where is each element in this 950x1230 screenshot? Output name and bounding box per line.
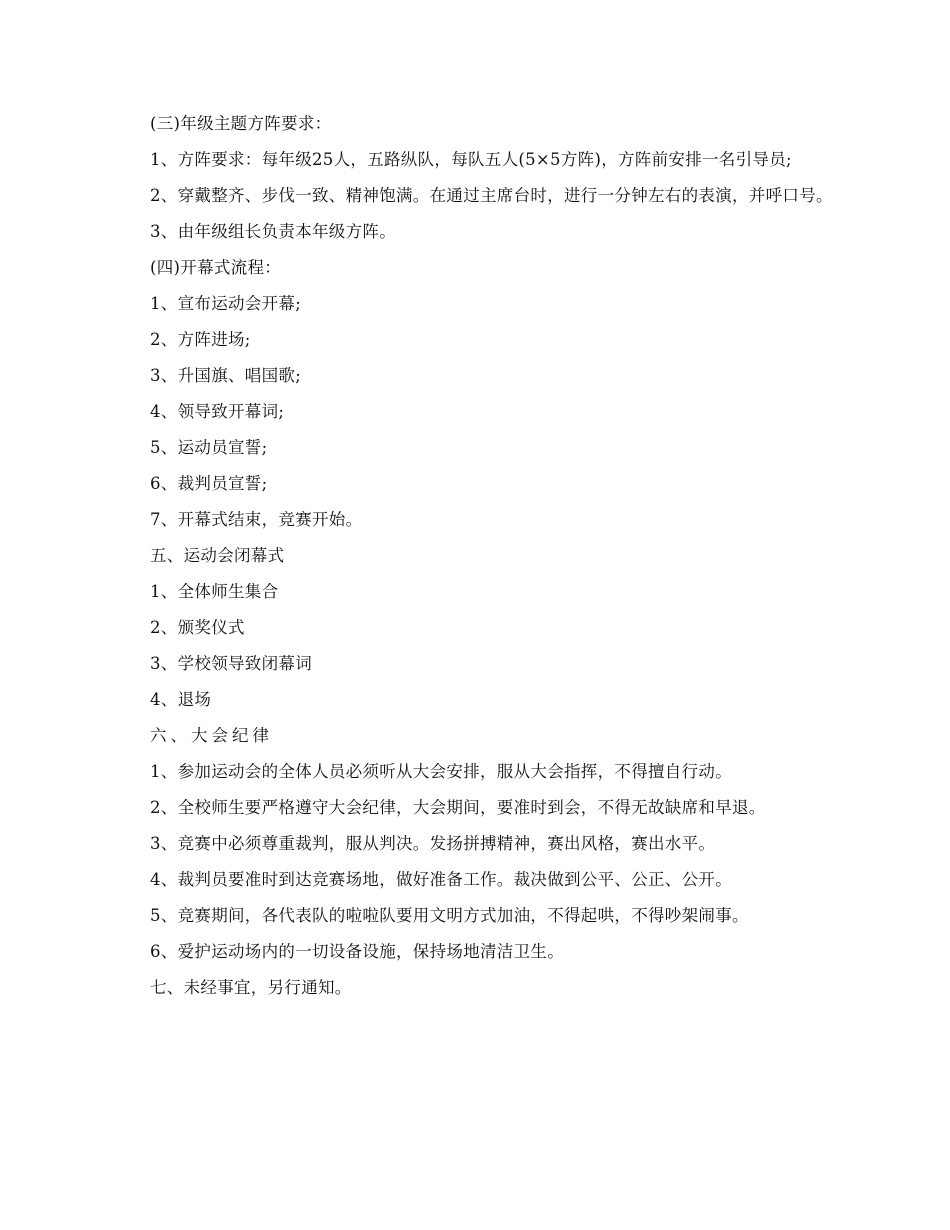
paragraph-formation-3: 3、由年级组长负责本年级方阵。 — [150, 222, 396, 241]
paragraph-opening-1: 1、宣布运动会开幕; — [150, 294, 302, 313]
paragraph-closing-4: 4、退场 — [150, 690, 212, 709]
paragraph-closing-3: 3、学校领导致闭幕词 — [150, 654, 312, 673]
paragraph-discipline-6: 6、爱护运动场内的一切设备设施，保持场地清洁卫生。 — [150, 942, 564, 961]
section-heading-other: 七、未经事宜，另行通知。 — [150, 978, 352, 997]
paragraph-opening-5: 5、运动员宣誓; — [150, 438, 268, 457]
paragraph-discipline-1: 1、参加运动会的全体人员必须听从大会安排，服从大会指挥，不得擅自行动。 — [150, 762, 732, 781]
paragraph-opening-6: 6、裁判员宣誓; — [150, 474, 268, 493]
paragraph-opening-7: 7、开幕式结束，竞赛开始。 — [150, 510, 363, 529]
paragraph-closing-1: 1、全体师生集合 — [150, 582, 279, 601]
paragraph-discipline-4: 4、裁判员要准时到达竞赛场地，做好准备工作。裁决做到公平、公正、公开。 — [150, 870, 732, 889]
section-heading-closing: 五、运动会闭幕式 — [150, 546, 285, 565]
section-heading-discipline: 六、大会纪律 — [150, 726, 273, 745]
section-heading-formation: (三)年级主题方阵要求： — [150, 114, 332, 133]
paragraph-discipline-5: 5、竞赛期间，各代表队的啦啦队要用文明方式加油，不得起哄，不得吵架闹事。 — [150, 906, 749, 925]
paragraph-discipline-3: 3、竞赛中必须尊重裁判，服从判决。发扬拼搏精神，赛出风格，赛出水平。 — [150, 834, 716, 853]
section-heading-opening: (四)开幕式流程： — [150, 258, 282, 277]
paragraph-closing-2: 2、颁奖仪式 — [150, 618, 245, 637]
paragraph-discipline-2: 2、全校师生要严格遵守大会纪律，大会期间，要准时到会，不得无故缺席和早退。 — [150, 798, 766, 817]
paragraph-opening-4: 4、领导致开幕词; — [150, 402, 285, 421]
paragraph-formation-1: 1、方阵要求：每年级25人，五路纵队，每队五人(5×5方阵)，方阵前安排一名引导员; — [150, 150, 792, 169]
paragraph-opening-3: 3、升国旗、唱国歌; — [150, 366, 302, 385]
paragraph-opening-2: 2、方阵进场; — [150, 330, 251, 349]
paragraph-formation-2: 2、穿戴整齐、步伐一致、精神饱满。在通过主席台时，进行一分钟左右的表演，并呼口号。 — [150, 186, 833, 205]
document-body — [118, 112, 834, 1000]
